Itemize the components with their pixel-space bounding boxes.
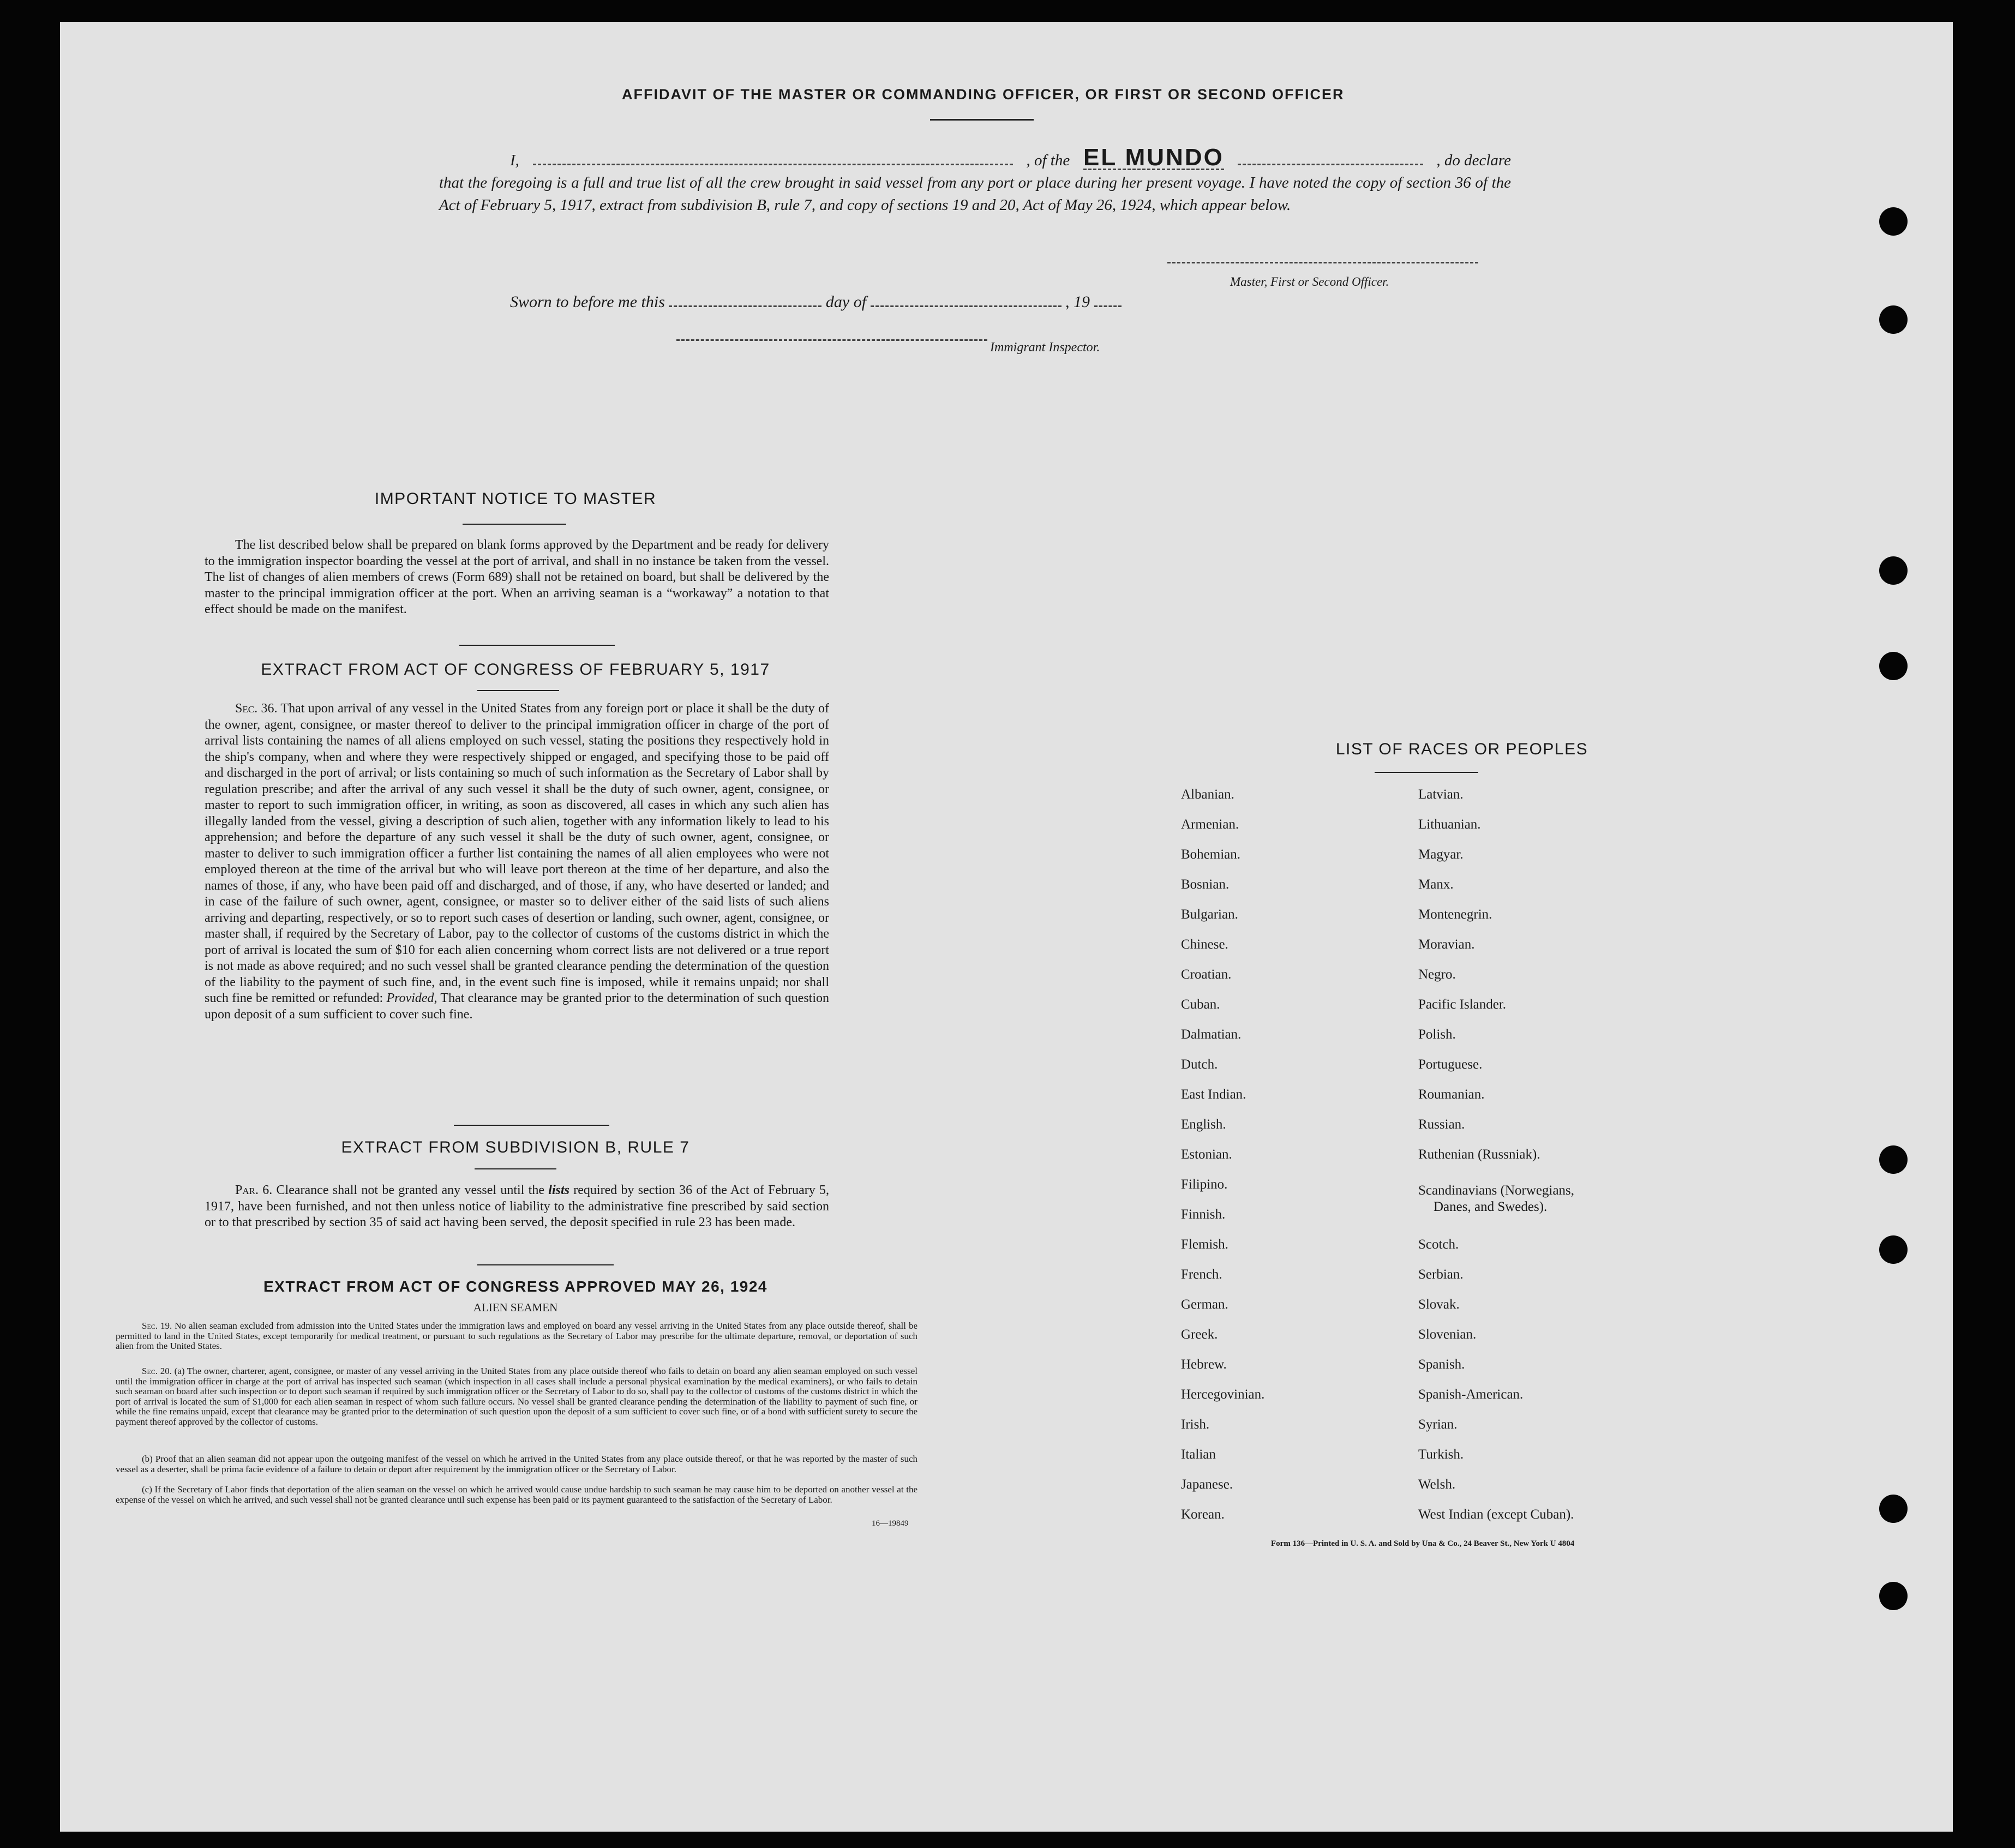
declaration-text: that the foregoing is a full and true list of all the crew brought in said vessel from any port or place during her present voyage. I have noted the copy of section 36 of the Act of February 5, 1917, extract from subdivision B, rule 7, and copy of sections 19 and 20, Act of May 26, 1924, which appear below. [439, 174, 1511, 214]
race-item: Bohemian. [1181, 847, 1241, 862]
sec-19-body: No alien seaman excluded from admission into the United States under the immigration laws and employed on board any vessel arriving in the United States from any place outside thereof, shall be permitted to land in the United States, except temporarily for medical treatment, or pursuant to such regulations as the Secretary of Labor may prescribe for the ultimate departure, removal, or deportation of such alien from the United States. [116, 1321, 917, 1351]
rule7-text-a: Clearance shall not be granted any vessel until the [276, 1183, 544, 1197]
sec-36-label: Sec. 36. [235, 701, 278, 716]
race-item: Spanish. [1418, 1357, 1465, 1372]
race-item: Greek. [1181, 1327, 1218, 1342]
race-item: Flemish. [1181, 1237, 1228, 1252]
race-item: Manx. [1418, 877, 1454, 892]
race-item: Latvian. [1418, 787, 1464, 802]
sec-20a-body: (a) The owner, charterer, agent, consignee, or master of any vessel arriving in the United States from any place outside thereof who fails to detain on board any alien seaman employed on such vessel until the immigration officer in charge at the port of arrival has inspected such seaman (which inspection in all cases shall include a personal physical examination by the medical examiners), or who fails to detain such seaman on board after such inspection or to deport such seaman if required by such immigration officer or the Secretary of Labor to do so, shall pay to the collector of customs of the customs district in which the port of arrival is located the sum of $1,000 for each alien seaman in respect of whom such failure occurs. No vessel shall be granted clearance pending the determination of the liability to payment of such fine, or while the fine remains unpaid, except that clearance may be granted prior to the determination of such question upon the deposit of a sum sufficient to cover such fine, or of a bond with sufficient surety to secure the payment thereof approved by the collector of customs. [116, 1366, 917, 1427]
race-item: Montenegrin. [1418, 907, 1492, 922]
race-item: Bosnian. [1181, 877, 1230, 892]
punch-hole [1879, 652, 1908, 680]
race-scandinavians [1418, 1183, 1574, 1215]
race-item: Syrian. [1418, 1417, 1458, 1432]
race-item: Roumanian. [1418, 1087, 1485, 1102]
sec-20c-text: (c) If the Secretary of Labor finds that deportation of the alien seaman on the vessel on which he arrived would cause undue hardship to such seaman he may cause him to be deported on another vessel at the expense of the vessel on which he arrived, and such vessel shall not be granted clearance until such expense has been paid or its payment guaranteed to the satisfaction of the Secretary of Labor. [116, 1484, 917, 1505]
race-item: Bulgarian. [1181, 907, 1238, 922]
divider [477, 1264, 614, 1265]
race-item: Ruthenian (Russniak). [1418, 1147, 1540, 1162]
race-item: Italian [1181, 1447, 1216, 1462]
race-item: Russian. [1418, 1117, 1465, 1132]
race-item: Scotch. [1418, 1237, 1459, 1252]
race-item: Hebrew. [1181, 1357, 1227, 1372]
race-item: Moravian. [1418, 937, 1475, 952]
race-item: German. [1181, 1297, 1228, 1312]
par-6-label: Par. 6. [235, 1183, 273, 1197]
ship-name: EL MUNDO [1083, 144, 1224, 171]
punch-hole [1879, 1495, 1908, 1523]
printer-footer: Form 136—Printed in U. S. A. and Sold by Una & Co., 24 Beaver St., New York U 4804 [1271, 1539, 1575, 1548]
divider [459, 645, 615, 646]
day-of-label: day of [825, 293, 867, 311]
race-item: Armenian. [1181, 817, 1239, 832]
race-item: Chinese. [1181, 937, 1228, 952]
provided-word: Provided, [386, 991, 437, 1005]
sec-36-text-end: That clearance may be granted prior to the determination of such question upon deposit of a sum sufficient to cover such fine. [205, 991, 830, 1022]
race-item: Turkish. [1418, 1447, 1464, 1462]
sec-20b-text: (b) Proof that an alien seaman did not appear upon the outgoing manifest of the vessel on which he arrived in the United States from any place outside thereof, or that he was reported by the master of such vessel as a deserter, shall be prima facie evidence of a failure to detain or deport after requirement by the immigration officer or the Secretary of Labor. [116, 1454, 917, 1474]
punch-hole [1879, 1582, 1908, 1610]
extract-1917-title: EXTRACT FROM ACT OF CONGRESS OF FEBRUARY 5, 1917 [261, 661, 770, 679]
race-item: Hercegovinian. [1181, 1387, 1265, 1402]
sec-19-label: Sec. 19. [142, 1321, 172, 1331]
race-item: Welsh. [1418, 1477, 1456, 1492]
affidavit-declaration [439, 146, 1511, 217]
divider [1375, 772, 1478, 773]
extract-1924-title: EXTRACT FROM ACT OF CONGRESS APPROVED MAY 26, 1924 [263, 1278, 767, 1295]
rule7-body [205, 1183, 829, 1231]
races-right-column [1418, 787, 1540, 1177]
race-item: Dalmatian. [1181, 1027, 1242, 1042]
race-item: Spanish-American. [1418, 1387, 1524, 1402]
race-item: Filipino. [1181, 1177, 1228, 1192]
sec-20-label: Sec. 20. [142, 1366, 172, 1376]
i-label: I, [510, 152, 519, 169]
form-code: 16—19849 [872, 1519, 909, 1528]
punch-hole [1879, 556, 1908, 585]
race-item: Albanian. [1181, 787, 1234, 802]
race-item: West Indian (except Cuban). [1418, 1507, 1574, 1522]
races-left-column [1181, 787, 1264, 1537]
divider [454, 1125, 609, 1126]
race-item: Finnish. [1181, 1207, 1226, 1222]
extract-1917-body [205, 701, 829, 1023]
divider [477, 690, 559, 691]
sworn-day-field[interactable] [669, 305, 821, 307]
races-title: LIST OF RACES OR PEOPLES [1335, 740, 1588, 758]
master-signature-label: Master, First or Second Officer. [1230, 275, 1389, 289]
race-item: Lithuanian. [1418, 817, 1481, 832]
race-item: Dutch. [1181, 1057, 1218, 1072]
alien-seamen-subtitle: ALIEN SEAMEN [473, 1301, 558, 1314]
race-item: Cuban. [1181, 997, 1220, 1012]
sworn-line [510, 293, 1122, 311]
race-item: Slovenian. [1418, 1327, 1477, 1342]
of-the-label: , of the [1026, 152, 1070, 169]
rule7-title: EXTRACT FROM SUBDIVISION B, RULE 7 [341, 1138, 690, 1156]
sec-19-text [116, 1321, 917, 1352]
master-name-field[interactable] [533, 164, 1013, 165]
master-signature-field[interactable] [1167, 262, 1478, 263]
divider [475, 1168, 556, 1169]
sworn-year-field[interactable] [1094, 305, 1122, 307]
race-item: East Indian. [1181, 1087, 1246, 1102]
punch-hole [1879, 1145, 1908, 1174]
notice-body: The list described below shall be prepared on blank forms approved by the Department and be ready for delivery to the immigration inspector boarding the vessel at the port of arrival, and shall in no instance be taken from the vessel. The list of changes of alien members of crews (Form 689) shall not be retained on board, but shall be delivered by the master to the principal immigration officer at the port. When an arriving seaman is a “workaway” a notation to that effect should be made on the manifest. [205, 538, 829, 616]
race-scandinavians-line2: Danes, and Swedes). [1434, 1199, 1548, 1214]
race-item: English. [1181, 1117, 1226, 1132]
race-scandinavians-line1: Scandinavians (Norwegians, [1418, 1183, 1575, 1198]
punch-hole [1879, 207, 1908, 236]
inspector-signature-field[interactable] [676, 339, 987, 341]
race-item: Korean. [1181, 1507, 1225, 1522]
race-item: Pacific Islander. [1418, 997, 1507, 1012]
race-item: Polish. [1418, 1027, 1456, 1042]
race-item: Negro. [1418, 967, 1456, 982]
notice-title: IMPORTANT NOTICE TO MASTER [374, 490, 657, 508]
race-item: Estonian. [1181, 1147, 1232, 1162]
do-declare-label: , do declare [1436, 152, 1511, 169]
affidavit-title: AFFIDAVIT OF THE MASTER OR COMMANDING OFFICER, OR FIRST OR SECOND OFFICER [622, 86, 1345, 103]
inspector-signature-label: Immigrant Inspector. [990, 340, 1100, 355]
race-item: French. [1181, 1267, 1222, 1282]
race-item: Portuguese. [1418, 1057, 1483, 1072]
race-item: Croatian. [1181, 967, 1232, 982]
divider [463, 524, 566, 525]
punch-hole [1879, 305, 1908, 334]
race-item: Slovak. [1418, 1297, 1460, 1312]
ship-name-field[interactable] [1238, 164, 1423, 165]
divider [930, 119, 1034, 121]
sworn-month-field[interactable] [871, 305, 1062, 307]
sworn-prefix: Sworn to before me this [510, 293, 665, 311]
punch-hole [1879, 1235, 1908, 1264]
race-item: Serbian. [1418, 1267, 1464, 1282]
year-prefix: , 19 [1065, 293, 1090, 311]
race-item: Japanese. [1181, 1477, 1233, 1492]
rule7-text-b: required by section 36 of the Act of February 5, 1917, have been furnished, and not then unless notice of liability to the administrative fine prescribed by said section or to that prescribed by section 35 of said act having been served, the deposit specified in rule 23 has been made. [205, 1183, 830, 1229]
race-item: Magyar. [1418, 847, 1464, 862]
sec-20a-text [116, 1366, 917, 1427]
race-item: Irish. [1181, 1417, 1210, 1432]
races-right-column-cont [1418, 1237, 1574, 1537]
sec-36-text: That upon arrival of any vessel in the United States from any foreign port or place it shall be the duty of the owner, agent, consignee, or master thereof to deliver to the principal immigration officer in charge of the port of arrival lists containing the names of all aliens employed on such vessel, stating the positions they respectively hold in the ship's company, when and where they were respectively shipped or engaged, and specifying those to be paid off and discharged in the port of arrival; or lists containing so much of such information as the Secretary of Labor shall by regulation prescribe; and after the arrival of any such vessel it shall be the duty of such owner, agent, consignee, or master to report to such immigration officer, in writing, as soon as discovered, all cases in which any such alien has illegally landed from the vessel, giving a description of such alien, together with any information likely to lead to his apprehension; and before the departure of any such vessel it shall be the duty of such owner, agent, consignee, or master to deliver to such immigration officer a further list containing the names of all alien employees who were not employed thereon at the time of the arrival but who will leave port thereon at the time of her departure, and also the names of those, if any, who have been paid off and discharged, and of those, if any, who have deserted or landed; and in case of the failure of such owner, agent, consignee, or master so to deliver either of the said lists of such aliens arriving and departing, respectively, or so to report such cases of desertion or landing, such owner, agent, consignee, or master shall, if required by the Secretary of Labor, pay to the collector of customs of the customs district in which the port of arrival is located the sum of $10 for each alien concerning whom correct lists are not delivered or a true report is not made as above required; and no such vessel shall be granted clearance pending the determination of the question of the liability to the payment of such fine, and, in the event such fine is imposed, while it remains unpaid; nor shall such fine be remitted or refunded: [205, 701, 829, 1005]
lists-word: lists [548, 1183, 569, 1197]
